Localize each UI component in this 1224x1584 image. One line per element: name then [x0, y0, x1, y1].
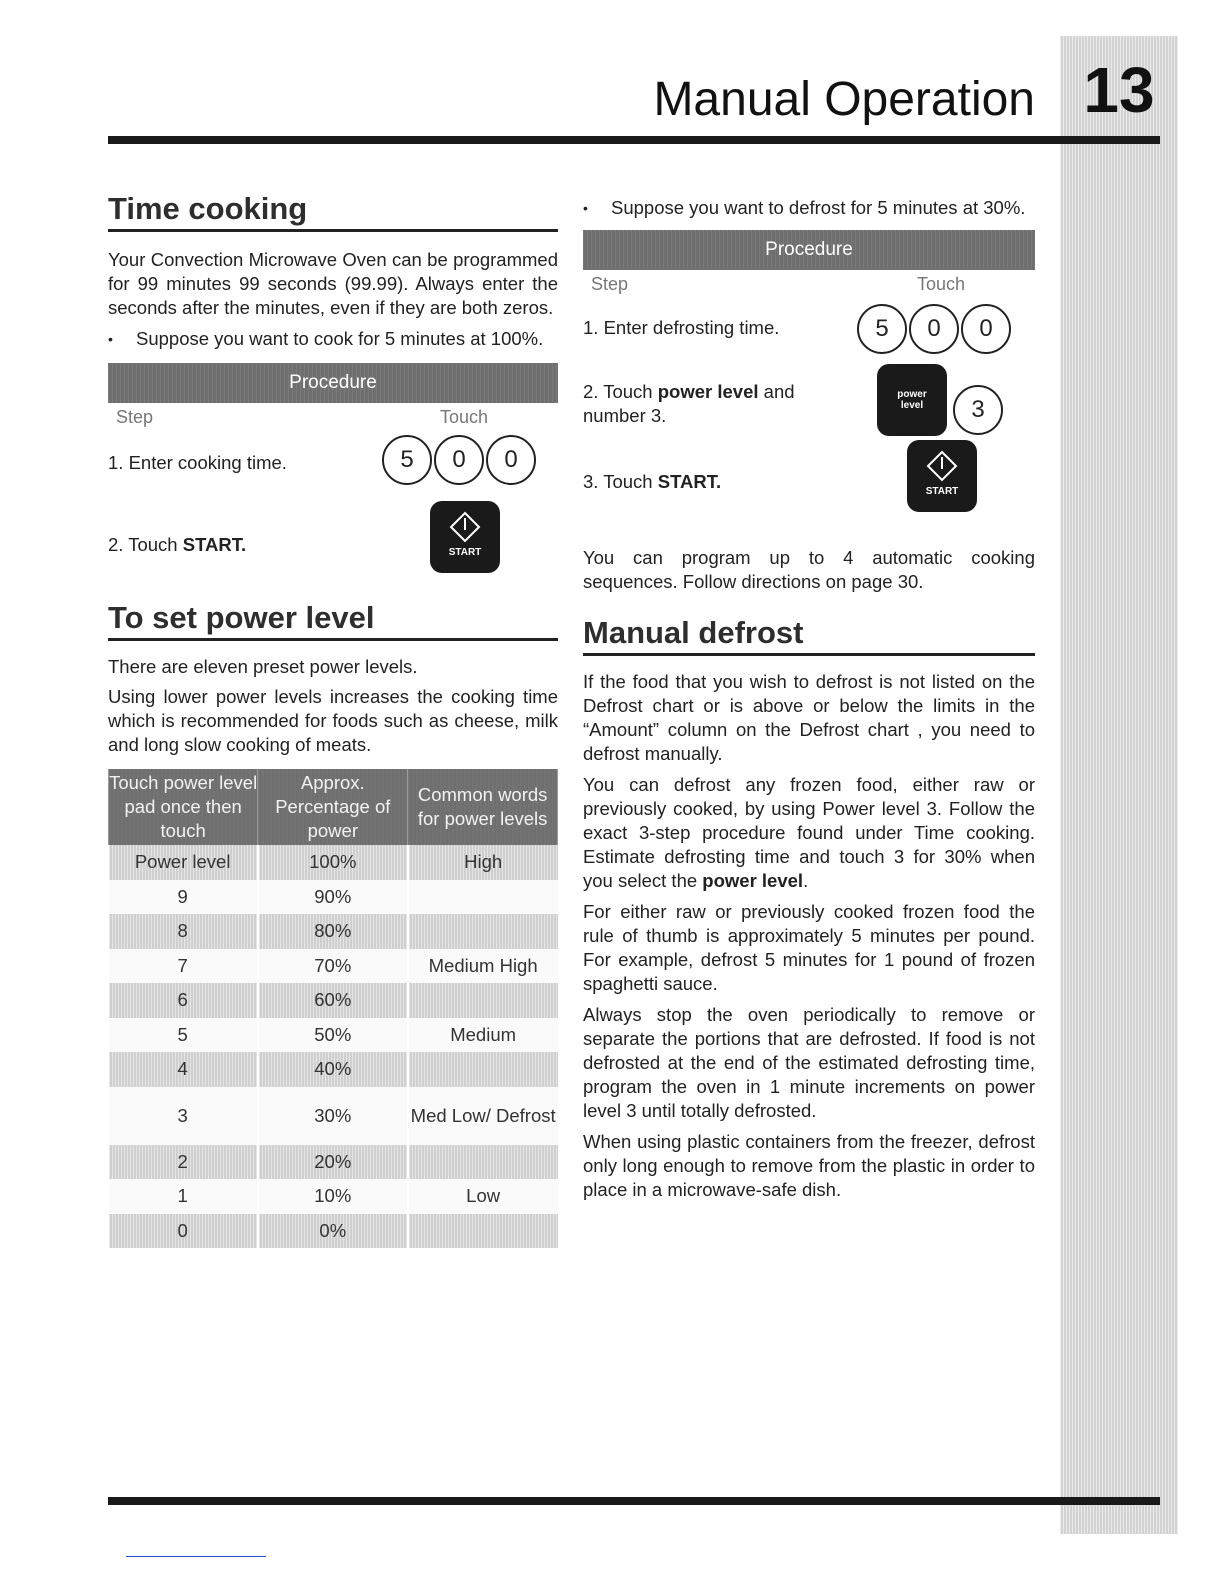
left-column [108, 192, 558, 1248]
footer-link-underline [126, 1556, 266, 1557]
power-level-heading: To set power level [108, 600, 375, 636]
key-0[interactable]: 0 [486, 435, 536, 485]
touch-column-label: Touch [439, 407, 488, 428]
table-header-percentage: Approx. Percentage of power [258, 769, 408, 845]
start-diamond-icon [449, 511, 481, 543]
sequences-note: You can program up to 4 automatic cooking sequences. Follow directions on page 30. [583, 547, 1035, 592]
start-label: START [925, 486, 959, 497]
table-row: 1 10% Low [109, 1179, 558, 1214]
table-row: 8 80% [109, 914, 558, 949]
time-cooking-bullet: • Suppose you want to cook for 5 minutes at 100%. [108, 327, 558, 351]
section-rule [108, 229, 558, 232]
step-text: 2. Touch START. [108, 534, 247, 556]
power-level-para-1: There are eleven preset power levels. [108, 656, 418, 678]
key-0[interactable]: 0 [909, 304, 959, 354]
procedure-step-2 [108, 513, 558, 601]
start-key-group [907, 440, 977, 512]
time-cooking-intro: Your Convection Microwave Oven can be programmed for 99 minutes 99 seconds (99.99). Always enter the seconds after the minutes, even if they are both zeros. [108, 249, 558, 319]
start-diamond-icon [926, 450, 958, 482]
touch-column-label: Touch [916, 274, 965, 294]
header-rule [108, 136, 1160, 144]
page-number: 13 [1083, 54, 1155, 126]
table-row: 9 90% [109, 880, 558, 915]
manual-defrost-para-5: When using plastic containers from the freezer, defrost only long enough to remove from the plastic in order to place in a microwave-safe dish. [583, 1131, 1035, 1201]
footer-rule [108, 1497, 1160, 1505]
key-5[interactable]: 5 [857, 304, 907, 354]
power-level-table [108, 769, 558, 1248]
step-text: 1. Enter cooking time. [108, 452, 287, 474]
step-text: 3. Touch START. [583, 471, 722, 492]
table-row: 5 50% Medium [109, 1018, 558, 1053]
table-row: Power level 100% High [109, 845, 558, 880]
start-key-group [430, 501, 500, 573]
manual-defrost-para-3: For either raw or previously cooked frozen food the rule of thumb is approximately 5 minutes per pound. For example, defrost 5 minutes for 1 pound of frozen spaghetti sauce. [583, 901, 1035, 995]
table-row: 7 70% Medium High [109, 949, 558, 984]
defrost-example-bullet: • Suppose you want to defrost for 5 minutes at 30%. [583, 196, 1035, 220]
power-level-button[interactable]: power level [877, 364, 947, 436]
power-key-group [877, 364, 1003, 436]
procedure-header [583, 272, 1035, 296]
chapter-side-tab [1060, 36, 1178, 1534]
start-button[interactable] [907, 440, 977, 512]
table-row: 6 60% [109, 983, 558, 1018]
power-level-para-2: Using lower power levels increases the cooking time which is recommended for foods such as cheese, milk and long slow cooking of meats. [108, 686, 558, 756]
start-button[interactable] [430, 501, 500, 573]
section-rule [583, 653, 1035, 656]
key-0[interactable]: 0 [961, 304, 1011, 354]
table-header-touch: Touch power level pad once then touch [109, 769, 258, 845]
table-row: 4 40% [109, 1052, 558, 1087]
table-header-words: Common words for power levels [408, 769, 558, 845]
start-label: START [448, 547, 482, 559]
manual-defrost-para-1: If the food that you wish to defrost is not listed on the Defrost chart or is above or below the limits in the “Amount” column on the Defrost chart , you need to defrost manually. [583, 671, 1035, 765]
table-row: 2 20% [109, 1145, 558, 1180]
procedure-bar: Procedure [583, 230, 1035, 270]
procedure-bar: Procedure [108, 363, 558, 403]
step-column-label: Step [116, 407, 154, 428]
procedure-step-3 [583, 454, 1035, 550]
keypad-sequence [857, 304, 1011, 354]
right-column [583, 196, 1035, 1202]
time-cooking-heading: Time cooking [108, 191, 308, 226]
table-row: 3 30% Med Low/ Defrost [109, 1087, 558, 1145]
procedure-header [108, 405, 558, 429]
step-text: 2. Touch power level and number 3. [583, 381, 795, 426]
key-3[interactable]: 3 [953, 385, 1003, 435]
page-title: Manual Operation [653, 73, 1035, 126]
step-text: 1. Enter defrosting time. [583, 317, 780, 338]
manual-defrost-para-2: You can defrost any frozen food, either raw or previously cooked, by using Power level 3. Follow the exact 3-step procedure found under Time cooking. Estimate defrosting time and touch 3 for 30% when you select the power level. [583, 774, 1035, 892]
manual-defrost-para-4: Always stop the oven periodically to remove or separate the portions that are defrosted. If food is not defrosted at the end of the estimated defrosting time, program the oven in 1 minute increments on power level 3 until totally defrosted. [583, 1004, 1035, 1122]
key-0[interactable]: 0 [434, 435, 484, 485]
manual-defrost-heading: Manual defrost [583, 615, 804, 650]
key-5[interactable]: 5 [382, 435, 432, 485]
keypad-sequence [382, 435, 536, 485]
step-column-label: Step [591, 274, 629, 294]
table-row: 0 0% [109, 1214, 558, 1249]
section-rule [108, 638, 558, 641]
procedure-step-1 [583, 296, 1035, 366]
